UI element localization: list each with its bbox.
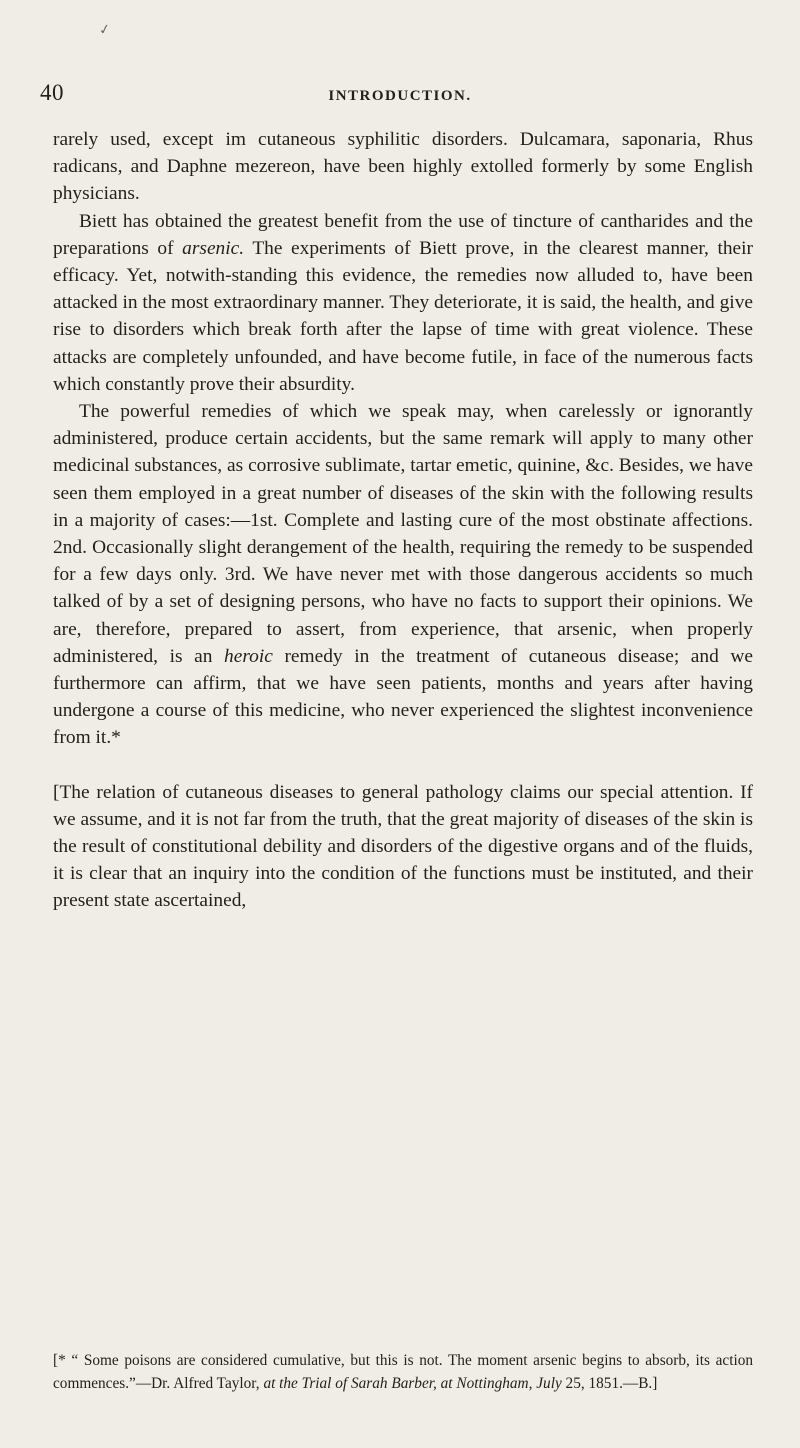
running-title: INTRODUCTION.	[328, 88, 472, 104]
paragraph-3-emphasis: heroic	[224, 645, 273, 667]
paragraph-3	[53, 398, 753, 752]
footnote-text-b: 25, 1851.—B.]	[561, 1374, 658, 1392]
body-text	[53, 126, 753, 915]
page-number: 40	[40, 80, 64, 105]
paragraph-2-emphasis: arsenic.	[182, 237, 245, 259]
paragraph-1: rarely used, except im cutaneous syphilitic disorders. Dulcamara, saponaria, Rhus radicans, and Daphne mezereon, have been highly extolled formerly by some English physicians.	[53, 129, 753, 205]
footnote-emphasis: at the Trial of Sarah Barber, at Nottingham, July	[263, 1374, 562, 1392]
paragraph-2-text-b: The experiments of Biett prove, in the clearest manner, their efficacy. Yet, notwith-standing this evidence, the remedies now alluded to, have been attacked in the most extraordinary manner. They deteriorate, it is said, the health, and give rise to disorders which break forth after the lapse of time with great violence. These attacks are completely unfounded, and have become futile, in face of the numerous facts which constantly prove their absurdity.	[53, 237, 753, 395]
paragraph-2	[53, 208, 753, 398]
paragraph-4: [The relation of cutaneous diseases to general pathology claims our special attention. If we assume, and it is not far from the truth, that the great majority of diseases of the skin is the result of constitutional debility and disorders of the digestive organs and of the fluids, it is clear that an inquiry into the condition of the functions must be instituted, and their present state ascertained,	[53, 781, 753, 912]
paragraph-3-text-b: remedy in the treatment of cutaneous disease; and we furthermore can affirm, that we have seen patients, months and years after having undergone a course of this medicine, who never experienced the slightest inconvenience from it.*	[53, 645, 754, 749]
footnote-text-a: [* “ Some poisons are considered cumulative, but this is not. The moment arsenic begins to absorb, its action commences.”—Dr. Alfred Taylor,	[53, 1352, 753, 1392]
paragraph-2-text-a: Biett has obtained the greatest benefit from the use of tincture of cantharides and the preparations of	[53, 210, 753, 259]
paragraph-3-text-a: The powerful remedies of which we speak may, when carelessly or ignorantly administered, produce certain accidents, but the same remark will apply to many other medicinal substances, as corrosive sublimate, tartar emetic, quinine, &c. Besides, we have seen them employed in a great number of diseases of the skin with the following results in a majority of cases:—1st. Complete and lasting cure of the most obstinate affections. 2nd. Occasionally slight derangement of the health, requiring the remedy to be suspended for a few days only. 3rd. We have never met with those dangerous accidents so much talked of by a set of designing persons, who have no facts to support their opinions. We are, therefore, prepared to assert, from experience, that arsenic, when properly administered, is an	[53, 401, 753, 667]
footnote	[53, 1350, 753, 1395]
margin-tick-mark: ✓	[97, 22, 112, 39]
